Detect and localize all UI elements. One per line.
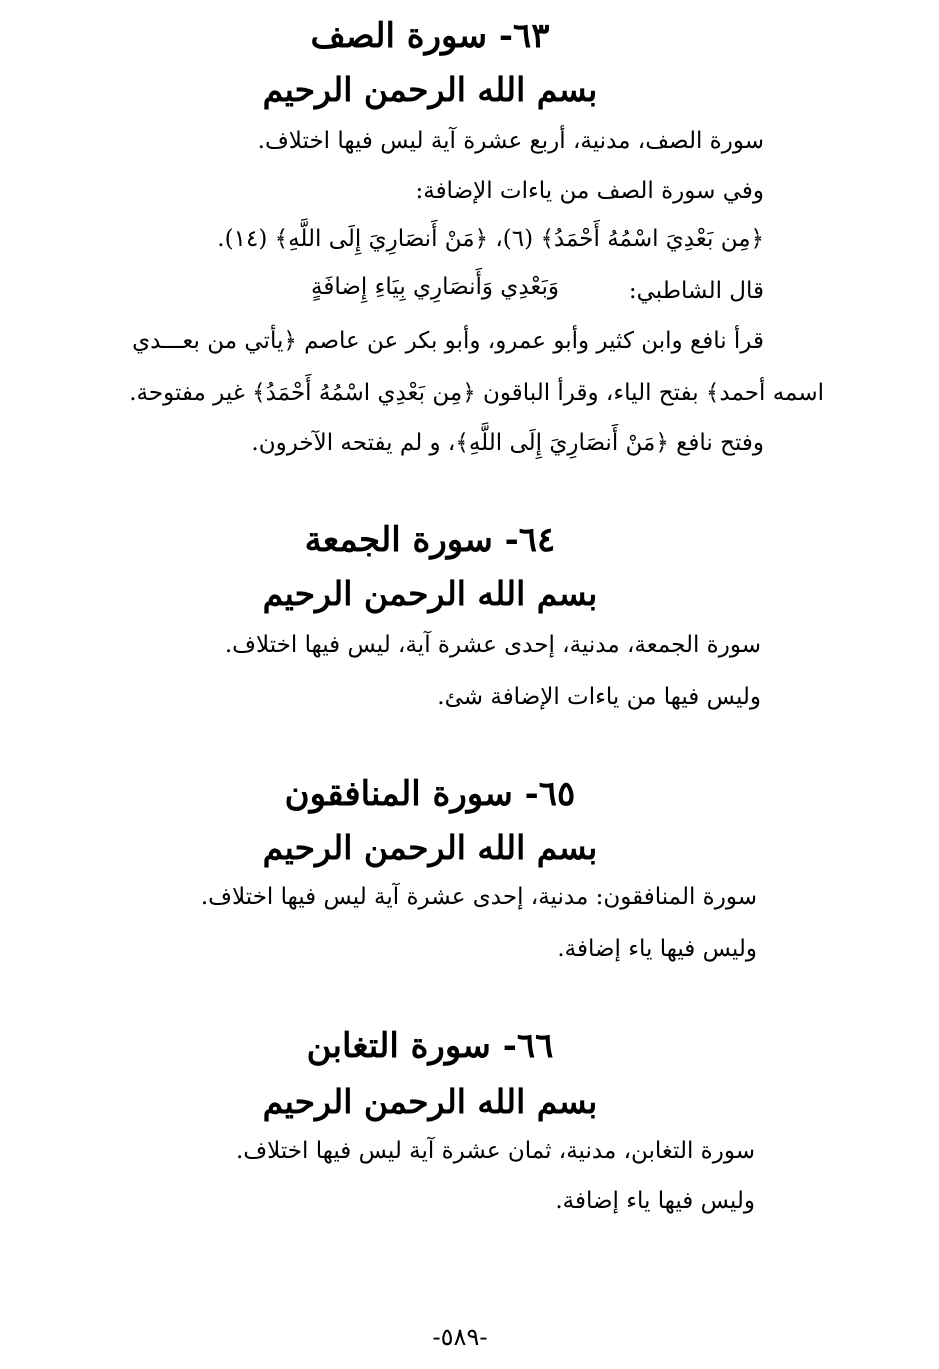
surah-title: ٦٥- سورة المنافقون — [284, 774, 576, 814]
idafa-line: وليس فيها ياء إضافة. — [557, 936, 757, 962]
basmala: بسم الله الرحمن الرحيم — [262, 70, 598, 109]
surah-info-line: سورة الصف، مدنية، أربع عشرة آية ليس فيها اختلاف. — [257, 128, 764, 154]
page-number: -٥٨٩- — [432, 1323, 488, 1351]
idafa-line: وليس فيها ياء إضافة. — [555, 1188, 755, 1214]
surah-title: ٦٦- سورة التغابن — [306, 1026, 554, 1066]
reading-line: اسمه أحمد﴾ بفتح الياء، وقرأ الباقون ﴿مِن بَعْدِي اسْمُهُ أَحْمَدُ﴾ غير مفتوحة. — [129, 380, 824, 406]
poem-label: قال الشاطبي: — [628, 278, 764, 304]
surah-title: ٦٤- سورة الجمعة — [304, 520, 556, 560]
reading-line: وفتح نافع ﴿مَنْ أَنصَارِيَ إِلَى اللَّهِ﴾، و لم يفتحه الآخرون. — [251, 430, 764, 456]
surah-info-line: سورة التغابن، مدنية، ثمان عشرة آية ليس فيها اختلاف. — [235, 1138, 755, 1164]
idafa-intro-line: وفي سورة الصف من ياءات الإضافة: — [415, 178, 764, 204]
surah-title: ٦٣- سورة الصف — [310, 16, 550, 56]
verses-line: ﴿مِن بَعْدِيَ اسْمُهُ أَحْمَدُ﴾ (٦)، ﴿مَنْ أَنصَارِيَ إِلَى اللَّهِ﴾ (١٤). — [217, 226, 764, 252]
reading-line: قرأ نافع وابن كثير وأبو عمرو، وأبو بكر عن عاصم ﴿يأتي من بعـــدي — [132, 328, 764, 354]
surah-info-line: سورة المنافقون: مدنية، إحدى عشرة آية ليس فيها اختلاف. — [200, 884, 757, 910]
basmala: بسم الله الرحمن الرحيم — [262, 828, 598, 867]
idafa-line: وليس فيها من ياءات الإضافة شئ. — [437, 684, 761, 710]
poem-verse: وَبَعْدِي وَأَنصَارِي بِيَاءِ إِضافَةٍ — [311, 274, 559, 300]
basmala: بسم الله الرحمن الرحيم — [262, 1082, 598, 1121]
basmala: بسم الله الرحمن الرحيم — [262, 574, 598, 613]
surah-info-line: سورة الجمعة، مدنية، إحدى عشرة آية، ليس فيها اختلاف. — [224, 632, 761, 658]
